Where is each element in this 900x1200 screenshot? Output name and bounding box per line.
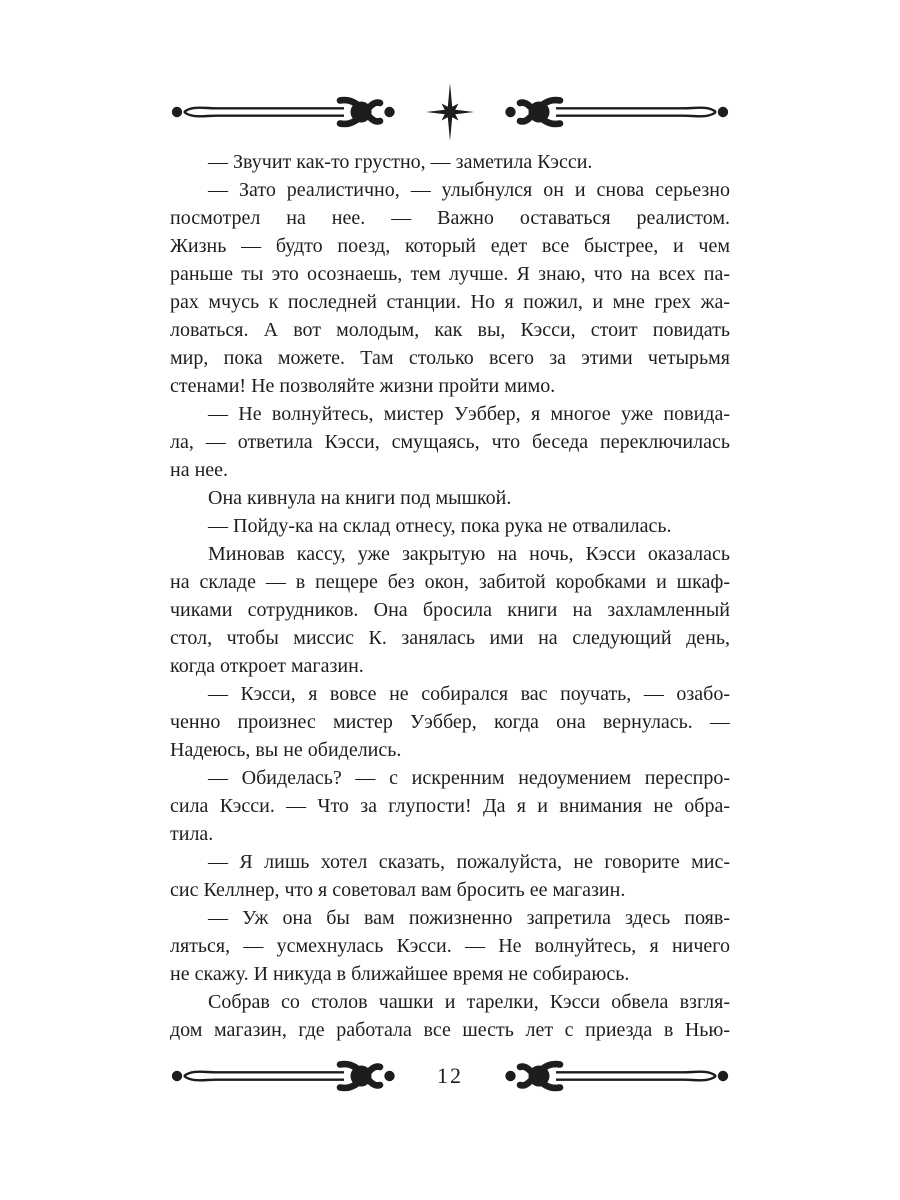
- text-line: дом магазин, где работала все шесть лет с приезда в Нью-: [170, 1019, 730, 1041]
- paragraph: [170, 988, 730, 1044]
- footer-ornament: [170, 1044, 730, 1108]
- text-line: Надеюсь, вы не обиделись.: [170, 739, 402, 761]
- text-line: посмотрел на нее. — Важно оставаться реалистом.: [170, 207, 730, 229]
- text-line: — Я лишь хотел сказать, пожалуйста, не говорите мис-: [208, 851, 730, 873]
- text-line: Миновав кассу, уже закрытую на ночь, Кэсси оказалась: [208, 543, 730, 565]
- text-line: сила Кэсси. — Что за глупости! Да я и внимания не обра-: [170, 795, 730, 817]
- text-line: Она кивнула на книги под мышкой.: [208, 487, 512, 509]
- text-line: — Не волнуйтесь, мистер Уэббер, я многое уже повида-: [208, 403, 730, 425]
- paragraph: [170, 540, 730, 680]
- paragraph: [170, 176, 730, 400]
- text-block: [170, 148, 730, 1044]
- flourish-rule-right-icon: [505, 80, 730, 144]
- paragraph: [170, 400, 730, 484]
- paragraph: [170, 904, 730, 988]
- text-line: — Звучит как-то грустно, — заметила Кэсси.: [208, 151, 593, 173]
- text-line: — Уж она бы вам пожизненно запретила здесь появ-: [208, 907, 730, 929]
- text-line: чиками сотрудников. Она бросила книги на захламленный: [170, 599, 730, 621]
- paragraph: [170, 148, 730, 176]
- text-line: мир, пока можете. Там столько всего за этими четырьмя: [170, 347, 730, 369]
- flourish-rule-right-icon: [505, 1044, 730, 1108]
- paragraph: [170, 512, 730, 540]
- text-line: стенами! Не позволяйте жизни пройти мимо.: [170, 375, 556, 397]
- page-number: 12: [437, 1063, 463, 1088]
- text-line: ла, — ответила Кэсси, смущаясь, что беседа переключилась: [170, 431, 730, 453]
- text-line: стол, чтобы миссис К. занялась ими на следующий день,: [170, 627, 730, 649]
- text-line: раньше ты это осознаешь, тем лучше. Я знаю, что на всех па-: [170, 263, 730, 285]
- paragraph: [170, 764, 730, 848]
- text-line: Собрав со столов чашки и тарелки, Кэсси обвела взгля-: [208, 991, 730, 1013]
- text-line: ловаться. А вот молодым, как вы, Кэсси, стоит повидать: [170, 319, 730, 341]
- text-line: — Зато реалистично, — улыбнулся он и снова серьезно: [208, 179, 730, 201]
- flourish-rule-left-icon: [170, 1044, 395, 1108]
- text-line: ченно произнес мистер Уэббер, когда она вернулась. —: [170, 711, 730, 733]
- paragraph: [170, 484, 730, 512]
- text-line: ляться, — усмехнулась Кэсси. — Не волнуйтесь, я ничего: [170, 935, 730, 957]
- text-line: рах мчусь к последней станции. Но я пожил, и мне грех жа-: [170, 291, 730, 313]
- text-line: на нее.: [170, 459, 229, 481]
- paragraph: [170, 848, 730, 904]
- text-line: когда откроет магазин.: [170, 655, 364, 677]
- text-line: — Пойду-ка на склад отнесу, пока рука не отвалилась.: [208, 515, 672, 537]
- text-line: не скажу. И никуда в ближайшее время не собираюсь.: [170, 963, 630, 985]
- text-line: сис Келлнер, что я советовал вам бросить ее магазин.: [170, 879, 626, 901]
- text-line: Жизнь — будто поезд, который едет все быстрее, и чем: [170, 235, 730, 257]
- text-line: — Кэсси, я вовсе не собирался вас поучать, — озабо-: [208, 683, 730, 705]
- text-line: — Обиделась? — с искренним недоумением переспро-: [208, 767, 730, 789]
- text-line: на складе — в пещере без окон, забитой коробками и шкаф-: [170, 571, 730, 593]
- paragraph: [170, 680, 730, 764]
- header-ornament: [170, 80, 730, 144]
- flourish-rule-left-icon: [170, 80, 395, 144]
- text-line: тила.: [170, 823, 214, 845]
- eight-point-star-icon: [418, 80, 482, 144]
